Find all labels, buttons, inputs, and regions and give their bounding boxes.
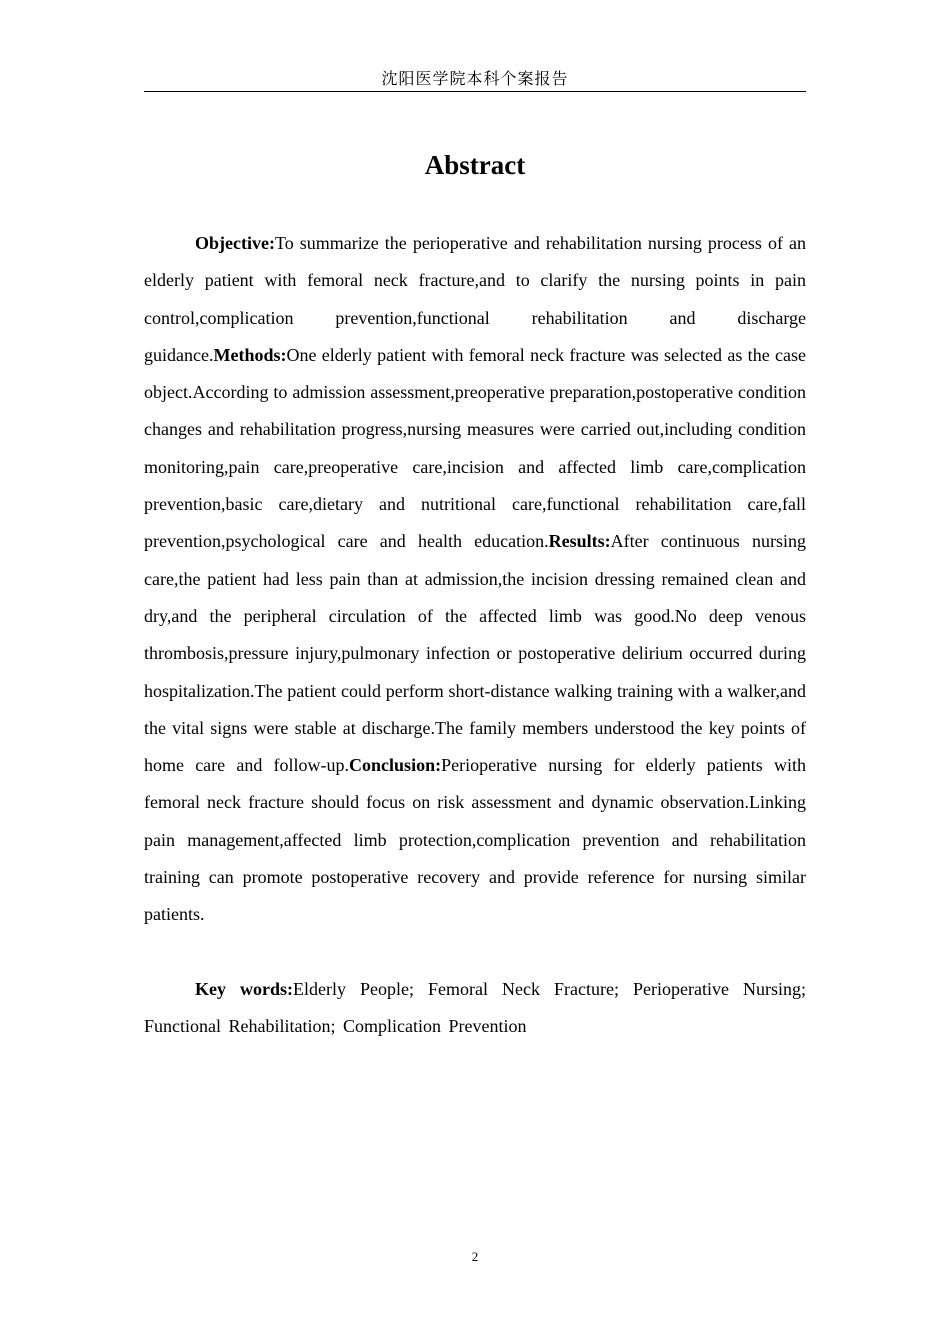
methods-label: Methods: xyxy=(213,344,287,365)
methods-text: One elderly patient with femoral neck fracture was selected as the case object.According to admission assessment,preoperative preparation,postoperative condition changes and rehabilitation progress,nursing measures were carried out,including condition monitoring,pain care,preoperative care,incision and affected limb care,complication prevention,basic care,dietary and nutritional care,functional rehabilitation care,fall prevention,psychological care and health education. xyxy=(144,344,806,552)
objective-text: To summarize the perioperative and rehabilitation nursing process of an elderly patient with femoral neck fracture,and to clarify the nursing points in pain control,complication prevention,functional rehabilitation and discharge guidance. xyxy=(144,233,806,365)
running-header: 沈阳医学院本科个案报告 xyxy=(381,69,569,88)
abstract-paragraph xyxy=(144,225,806,934)
header-rule xyxy=(144,91,806,92)
results-label: Results: xyxy=(548,531,611,552)
conclusion-label: Conclusion: xyxy=(349,755,442,776)
page-number: 2 xyxy=(471,1249,479,1264)
keywords-paragraph xyxy=(144,971,806,1046)
keywords-label: Key words: xyxy=(195,979,294,999)
keywords-text: Elderly People; Femoral Neck Fracture; Perioperative Nursing; Functional Rehabilitation; Complication Prevention xyxy=(144,979,806,1037)
results-text: After continuous nursing care,the patient had less pain than at admission,the incision dressing remained clean and dry,and the peripheral circulation of the affected limb was good.No deep venous thrombosis,pressure injury,pulmonary infection or postoperative delirium occurred during hospitalization.The patient could perform short-distance walking training with a walker,and the vital signs were stable at discharge.The family members understood the key points of home care and follow-up. xyxy=(144,531,806,776)
objective-label: Objective: xyxy=(195,233,275,253)
conclusion-text: Perioperative nursing for elderly patients with femoral neck fracture should focus on risk assessment and dynamic observation.Linking pain management,affected limb protection,complication prevention and rehabilitation training can promote postoperative recovery and provide reference for nursing similar patients. xyxy=(144,755,806,925)
page-title: Abstract xyxy=(424,150,526,180)
